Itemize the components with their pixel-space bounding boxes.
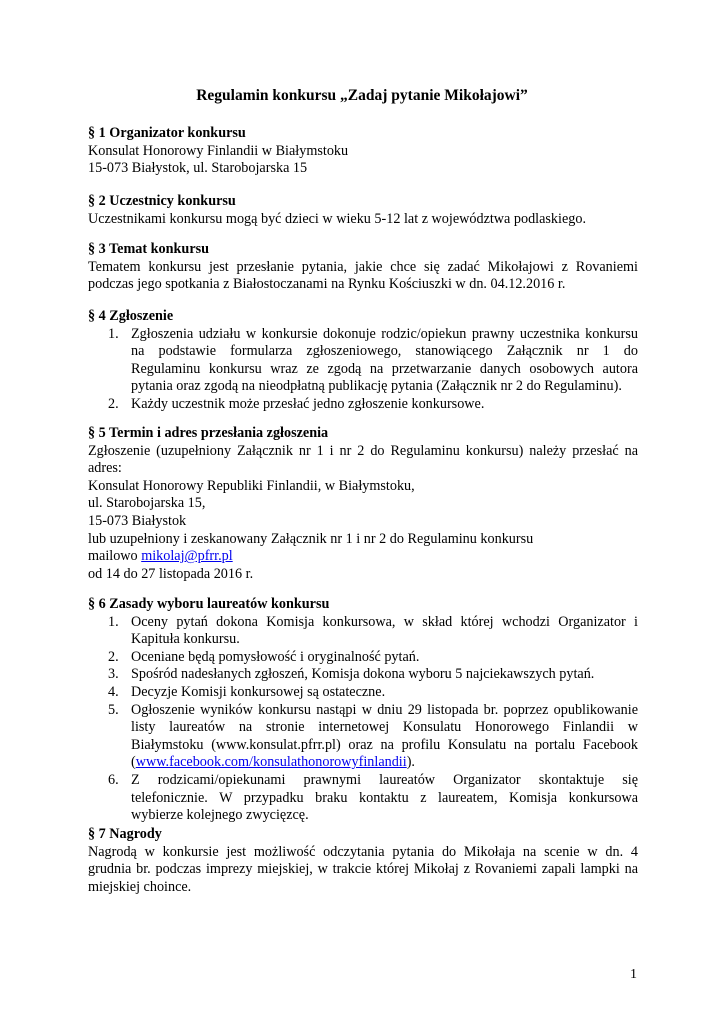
list-item-number: 1. bbox=[108, 613, 119, 630]
list-item bbox=[88, 326, 638, 396]
list-item-line: Decyzje Komisji konkursowej są ostateczne. bbox=[131, 683, 386, 700]
section-7-line-2: grudnia br. podczas imprezy miejskiej, w trakcie której Mikołaj z Rovaniemi zapali lampki na bbox=[88, 861, 638, 878]
list-item-line bbox=[131, 754, 638, 772]
deadline-line: od 14 do 27 listopada 2016 r. bbox=[88, 565, 254, 582]
section-2 bbox=[88, 193, 638, 228]
section-1-heading: § 1 Organizator konkursu bbox=[88, 125, 246, 141]
list-item-line: Ogłoszenie wyników konkursu nastąpi w dniu 29 listopada br. poprzez opublikowanie bbox=[131, 701, 638, 718]
section-7-heading: § 7 Nagrody bbox=[88, 826, 162, 842]
link-open-paren: ( bbox=[131, 754, 136, 771]
list-item-line: listy laureatów na stronie internetowej Konsulatu Honorowego Finlandii w bbox=[131, 719, 638, 736]
list-item bbox=[88, 702, 638, 772]
section-2-text: Uczestnikami konkursu mogą być dzieci w wieku 5-12 lat z województwa podlaskiego. bbox=[88, 210, 587, 227]
section-7 bbox=[88, 826, 638, 896]
list-item-line: wybierze kolejnego zwycięzcę. bbox=[131, 807, 309, 824]
section-6 bbox=[88, 596, 638, 825]
recipient-street: ul. Starobojarska 15, bbox=[88, 495, 206, 512]
facebook-link[interactable]: www.facebook.com/konsulathonorowyfinlandii bbox=[135, 754, 407, 771]
section-5 bbox=[88, 425, 638, 583]
section-6-list bbox=[88, 614, 638, 825]
list-item-line: Białymstoku (www.konsulat.pfrr.pl) oraz na profilu Konsulatu na portalu Facebook bbox=[131, 736, 638, 753]
section-4 bbox=[88, 308, 638, 414]
list-item bbox=[88, 396, 638, 414]
email-prefix: mailowo bbox=[88, 548, 142, 565]
organizer-name: Konsulat Honorowy Finlandii w Białymstoku bbox=[88, 142, 349, 159]
organizer-address: 15-073 Białystok, ul. Starobojarska 15 bbox=[88, 160, 308, 177]
list-item-line: telefonicznie. W przypadku braku kontaktu z laureatem, Komisja konkursowa bbox=[131, 789, 638, 806]
section-4-heading: § 4 Zgłoszenie bbox=[88, 308, 174, 324]
section-5-line-2: adres: bbox=[88, 460, 122, 477]
email-line bbox=[88, 548, 638, 566]
email-link[interactable]: mikolaj@pfrr.pl bbox=[141, 548, 233, 565]
section-6-heading: § 6 Zasady wyboru laureatów konkursu bbox=[88, 596, 330, 612]
list-item-line: Każdy uczestnik może przesłać jedno zgłoszenie konkursowe. bbox=[131, 395, 485, 412]
section-5-heading: § 5 Termin i adres przesłania zgłoszenia bbox=[88, 425, 329, 441]
list-item-line: Zgłoszenia udziału w konkursie dokonuje rodzic/opiekun prawny uczestnika konkursu bbox=[131, 325, 638, 342]
list-item-number: 4. bbox=[108, 683, 119, 700]
list-item-line: Kapituła konkursu. bbox=[131, 631, 240, 648]
list-item-number: 1. bbox=[108, 325, 119, 342]
section-4-list bbox=[88, 326, 638, 414]
list-item bbox=[88, 666, 638, 684]
section-2-heading: § 2 Uczestnicy konkursu bbox=[88, 193, 236, 209]
list-item bbox=[88, 772, 638, 825]
list-item-line: Regulaminu konkursu wraz ze zgodą na przetwarzanie danych osobowych autora bbox=[131, 360, 638, 377]
page-number: 1 bbox=[630, 967, 637, 982]
recipient-name: Konsulat Honorowy Republiki Finlandii, w Białymstoku, bbox=[88, 477, 415, 494]
list-item-number: 3. bbox=[108, 666, 119, 683]
section-3 bbox=[88, 241, 638, 294]
section-5-line-1: Zgłoszenie (uzupełniony Załącznik nr 1 i nr 2 do Regulaminu konkursu) należy przesłać na bbox=[88, 442, 638, 459]
list-item-line: Z rodzicami/opiekunami prawnymi laureatów Organizator skontaktuje się bbox=[131, 771, 638, 788]
list-item-line: pytania oraz zgodą na nieodpłatną publikację pytania (Załącznik nr 2 do Regulaminu). bbox=[131, 378, 622, 395]
list-item-number: 2. bbox=[108, 395, 119, 412]
list-item bbox=[88, 614, 638, 649]
list-item-line: Oceny pytań dokona Komisja konkursowa, w skład której wchodzi Organizator i bbox=[131, 613, 638, 630]
section-7-line-1: Nagrodą w konkursie jest możliwość odczytania pytania do Mikołaja na scenie w dn. 4 bbox=[88, 843, 638, 860]
section-1 bbox=[88, 125, 638, 178]
recipient-city: 15-073 Białystok bbox=[88, 512, 187, 529]
list-item-number: 2. bbox=[108, 648, 119, 665]
list-item-line: na podstawie formularza zgłoszeniowego, stanowiącego Załącznik nr 1 do bbox=[131, 343, 638, 360]
section-5-line-6: lub uzupełniony i zeskanowany Załącznik nr 1 i nr 2 do Regulaminu konkursu bbox=[88, 530, 534, 547]
list-item bbox=[88, 649, 638, 667]
section-3-line-1: Tematem konkursu jest przesłanie pytania, jakie chce się zadać Mikołajowi z Rovaniemi bbox=[88, 258, 638, 275]
section-3-line-2: podczas jego spotkania z Białostoczanami na Rynku Kościuszki w dn. 04.12.2016 r. bbox=[88, 276, 566, 293]
list-item-line: Spośród nadesłanych zgłoszeń, Komisja dokona wyboru 5 najciekawszych pytań. bbox=[131, 666, 595, 683]
section-7-line-3: miejskiej choince. bbox=[88, 878, 192, 895]
list-item-line: Oceniane będą pomysłowość i oryginalność pytań. bbox=[131, 648, 420, 665]
list-item bbox=[88, 684, 638, 702]
document-title: Regulamin konkursu „Zadaj pytanie Mikołajowi” bbox=[196, 87, 528, 104]
list-item-number: 6. bbox=[108, 771, 119, 788]
list-item-number: 5. bbox=[108, 701, 119, 718]
section-3-heading: § 3 Temat konkursu bbox=[88, 241, 210, 257]
link-close-paren: ). bbox=[406, 754, 415, 771]
